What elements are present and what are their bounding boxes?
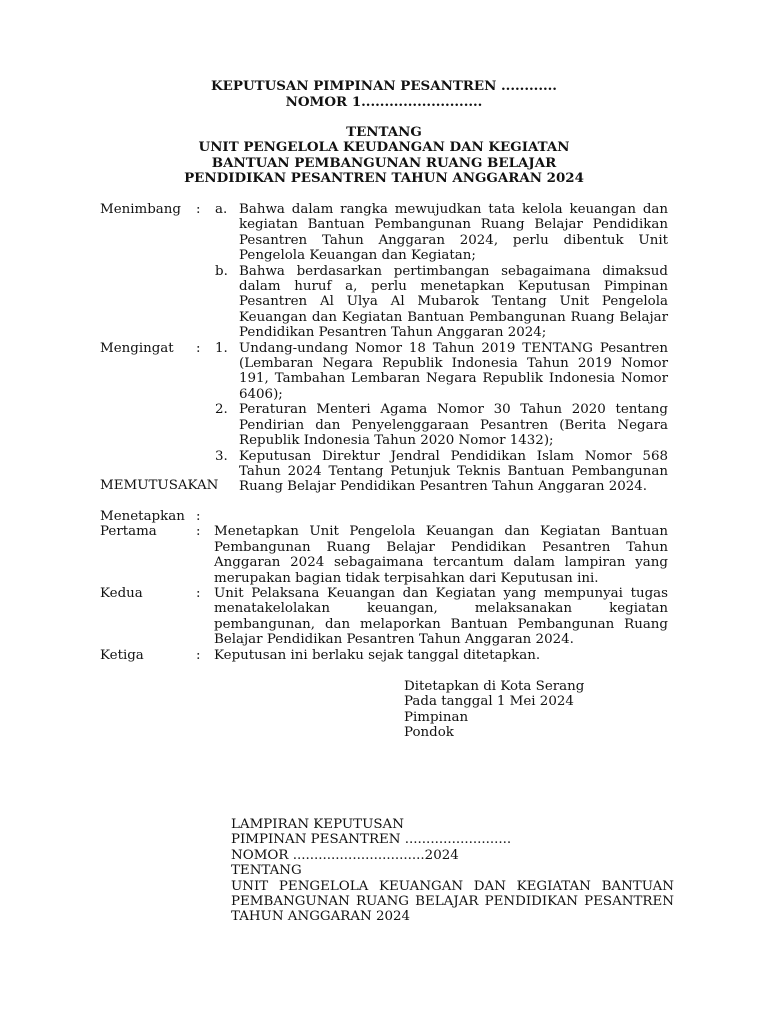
decree-subject-line-2: BANTUAN PEMBANGUNAN RUANG BELAJAR — [211, 155, 557, 171]
mengingat-section — [100, 341, 668, 495]
item-text: Undang-undang Nomor 18 Tahun 2019 TENTANG Pesantren (Lembaran Negara Republik Indonesia Tahun 2019 Nomor 191, Tambahan Lembaran Negara Republik Indonesia Nomor 6406); — [239, 340, 668, 402]
mengingat-item — [100, 402, 668, 448]
attachment-header — [231, 817, 674, 925]
item-marker: a. — [215, 202, 228, 217]
menimbang-label: Menimbang — [100, 202, 181, 217]
attachment-line: LAMPIRAN KEPUTUSAN — [231, 817, 404, 832]
decree-number: NOMOR 1.......................... — [285, 94, 483, 110]
decision-colon: : — [196, 586, 201, 602]
signature-role: Pimpinan — [404, 709, 469, 725]
signature-place: Ditetapkan di Kota Serang — [404, 679, 585, 694]
mengingat-item — [100, 341, 668, 403]
considerations-section — [100, 202, 668, 495]
decree-subject-line-3: PENDIDIKAN PESANTREN TAHUN ANGGARAN 2024 — [184, 170, 584, 186]
decision-row-kedua — [100, 586, 668, 648]
decision-row-menetapkan — [100, 509, 668, 524]
item-text: Bahwa berdasarkan pertimbangan sebagaimana dimaksud dalam huruf a, perlu menetapkan Keputusan Pimpinan Pesantren Al Ulya Al Mubarok Tentang Unit Pengelola Keuangan dan Kegiatan Bantuan Pembangunan Ruang Belajar Pendidikan Pesantren Tahun Anggaran 2024; — [239, 263, 668, 341]
decision-colon: : — [196, 647, 201, 663]
item-marker: 3. — [215, 448, 228, 464]
decision-colon: : — [196, 509, 201, 524]
decree-subject-line-1: UNIT PENGELOLA KEUDANGAN DAN KEGIATAN — [198, 139, 570, 155]
decision-label: Kedua — [100, 586, 143, 602]
menimbang-item — [100, 202, 668, 264]
decision-text: Unit Pelaksana Keuangan dan Kegiatan yang mempunyai tugas menatakelolakan keuangan, melaksanakan kegiatan pembangunan, dan melaporkan Bantuan Pembangunan Ruang Belajar Pendidikan Pesantren Tahun Anggaran 2024. — [214, 586, 668, 648]
decision-colon: : — [196, 524, 201, 540]
mengingat-label: Mengingat — [100, 340, 174, 356]
decree-title: KEPUTUSAN PIMPINAN PESANTREN ............ — [211, 78, 557, 94]
attachment-line: TENTANG — [231, 863, 302, 879]
item-text: Peraturan Menteri Agama Nomor 30 Tahun 2020 tentang Pendirian dan Penyelenggaraan Pesantren (Berita Negara Republik Indonesia Tahun 2020 Nomor 1432); — [239, 402, 668, 449]
menimbang-colon: : — [196, 202, 201, 217]
decision-text: Keputusan ini berlaku sejak tanggal ditetapkan. — [214, 647, 541, 663]
attachment-line: UNIT PENGELOLA KEUANGAN DAN KEGIATAN BANTUAN — [231, 878, 674, 894]
signature-date: Pada tanggal 1 Mei 2024 — [404, 694, 574, 710]
signature-block — [404, 679, 584, 741]
item-marker: b. — [215, 263, 228, 279]
menimbang-item — [100, 264, 668, 341]
decision-text: Menetapkan Unit Pengelola Keuangan dan Kegiatan Bantuan Pembangunan Ruang Belajar Pendidikan Pesantren Tahun Anggaran 2024 sebagaimana tercantum dalam lampiran yang merupakan bagian tidak terpisahkan dari Keputusan ini. — [214, 524, 668, 586]
menimbang-section — [100, 202, 668, 341]
attachment-line: NOMOR ...............................2024 — [231, 847, 459, 863]
decree-about: TENTANG — [346, 124, 422, 140]
attachment-line: PIMPINAN PESANTREN ......................... — [231, 832, 512, 848]
attachment-line: TAHUN ANGGARAN 2024 — [231, 909, 411, 925]
decision-row-pertama — [100, 524, 668, 586]
attachment-line: PEMBANGUNAN RUANG BELAJAR PENDIDIKAN PESANTREN — [231, 894, 674, 910]
item-marker: 1. — [215, 340, 228, 356]
mengingat-colon: : — [196, 340, 201, 356]
decisions-section — [100, 509, 668, 663]
decision-row-ketiga — [100, 648, 668, 663]
decision-label: Pertama — [100, 524, 157, 540]
decision-label: Ketiga — [100, 647, 144, 663]
decision-label: Menetapkan — [100, 509, 185, 524]
item-text: Keputusan Direktur Jendral Pendidikan Islam Nomor 568 Tahun 2024 Tentang Petunjuk Teknis Bantuan Pembangunan Ruang Belajar Pendidikan Pesantren Tahun Anggaran 2024. — [239, 448, 668, 495]
item-marker: 2. — [215, 402, 228, 418]
memutuskan-heading: MEMUTUSAKAN — [100, 478, 219, 493]
item-text: Bahwa dalam rangka mewujudkan tata kelola keuangan dan kegiatan Bantuan Pembangunan Ruang Belajar Pendidikan Pesantren Tahun Anggaran 2024, perlu dibentuk Unit Pengelola Keuangan dan Kegiatan; — [239, 202, 668, 264]
signature-org: Pondok — [404, 725, 454, 741]
